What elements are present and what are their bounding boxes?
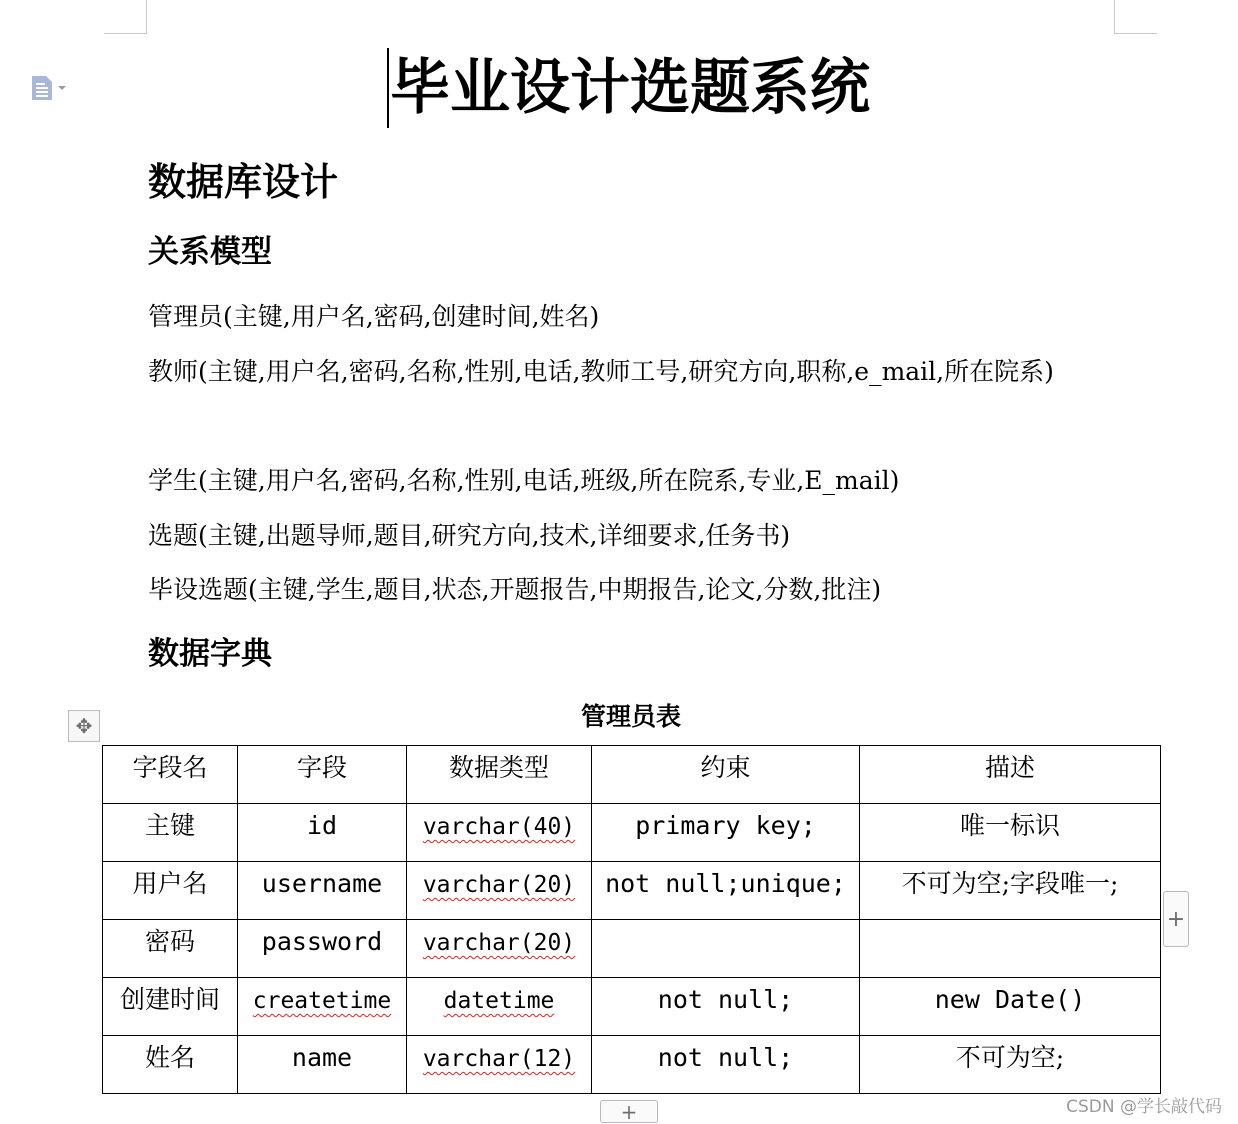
text-cursor xyxy=(387,48,389,128)
watermark: CSDN @学长敲代码 xyxy=(1066,1097,1222,1117)
table-cell: id xyxy=(238,804,407,862)
table-cell xyxy=(238,978,407,1036)
cell-text: varchar(20) xyxy=(422,872,576,898)
relation-topic: 选题(主键,出题导师,题目,研究方向,技术,详细要求,任务书) xyxy=(148,521,791,550)
table-row xyxy=(103,920,1161,978)
plus-icon: + xyxy=(1166,906,1186,932)
cell-text: createtime xyxy=(252,988,392,1014)
heading-data-dictionary: 数据字典 xyxy=(148,636,272,672)
table-cell: 不可为空; xyxy=(860,1036,1161,1094)
page-corner-mark-top-left xyxy=(104,0,147,34)
table-cell: 唯一标识 xyxy=(860,804,1161,862)
document-title: 毕业设计选题系统 xyxy=(390,53,870,123)
cell-text: varchar(40) xyxy=(422,814,576,840)
relation-teacher: 教师(主键,用户名,密码,名称,性别,电话,教师工号,研究方向,职称,e_mail,所在院系) xyxy=(148,357,1054,386)
table-cell: not null;unique; xyxy=(592,862,860,920)
table-row xyxy=(103,804,1161,862)
table-cell: password xyxy=(238,920,407,978)
table-row xyxy=(103,862,1161,920)
document-icon xyxy=(32,76,52,100)
table-cell: 创建时间 xyxy=(103,978,238,1036)
cell-text: varchar(12) xyxy=(422,1046,576,1072)
table-cell xyxy=(407,862,592,920)
relation-student: 学生(主键,用户名,密码,名称,性别,电话,班级,所在院系,专业,E_mail) xyxy=(148,466,900,495)
table-cell: 不可为空;字段唯一; xyxy=(860,862,1161,920)
table-move-handle[interactable] xyxy=(68,710,100,742)
table-row xyxy=(103,1036,1161,1094)
admin-table xyxy=(102,745,1161,1094)
heading-relation-model: 关系模型 xyxy=(148,234,272,270)
cell-text: varchar(20) xyxy=(422,930,576,956)
move-icon: ✥ xyxy=(75,714,93,738)
table-cell xyxy=(407,920,592,978)
heading-database-design: 数据库设计 xyxy=(148,159,339,204)
table-cell: username xyxy=(238,862,407,920)
table-cell xyxy=(407,978,592,1036)
cell-text: datetime xyxy=(443,988,555,1014)
relation-admin: 管理员(主键,用户名,密码,创建时间,姓名) xyxy=(148,302,600,331)
table-cell: primary key; xyxy=(592,804,860,862)
table-cell xyxy=(407,1036,592,1094)
table-cell: 密码 xyxy=(103,920,238,978)
table-caption: 管理员表 xyxy=(580,702,681,731)
table-cell: name xyxy=(238,1036,407,1094)
table-cell: new Date() xyxy=(860,978,1161,1036)
table-cell xyxy=(860,920,1161,978)
header-cell: 描述 xyxy=(860,746,1161,804)
header-cell: 数据类型 xyxy=(407,746,592,804)
chevron-down-icon xyxy=(58,86,66,90)
header-cell: 约束 xyxy=(592,746,860,804)
table-cell: 姓名 xyxy=(103,1036,238,1094)
table-cell: not null; xyxy=(592,1036,860,1094)
relation-graduation-topic: 毕设选题(主键,学生,题目,状态,开题报告,中期报告,论文,分数,批注) xyxy=(148,575,882,604)
table-cell xyxy=(592,920,860,978)
document-menu-button[interactable] xyxy=(32,75,76,101)
header-cell: 字段名 xyxy=(103,746,238,804)
table-cell: 用户名 xyxy=(103,862,238,920)
add-column-button[interactable] xyxy=(1163,891,1189,947)
header-cell: 字段 xyxy=(238,746,407,804)
plus-icon: + xyxy=(620,1099,638,1124)
table-cell: not null; xyxy=(592,978,860,1036)
table-header-row xyxy=(103,746,1161,804)
table-cell: 主键 xyxy=(103,804,238,862)
page-corner-mark-top-right xyxy=(1114,0,1157,34)
table-row xyxy=(103,978,1161,1036)
table-cell xyxy=(407,804,592,862)
add-row-button[interactable] xyxy=(600,1100,658,1123)
